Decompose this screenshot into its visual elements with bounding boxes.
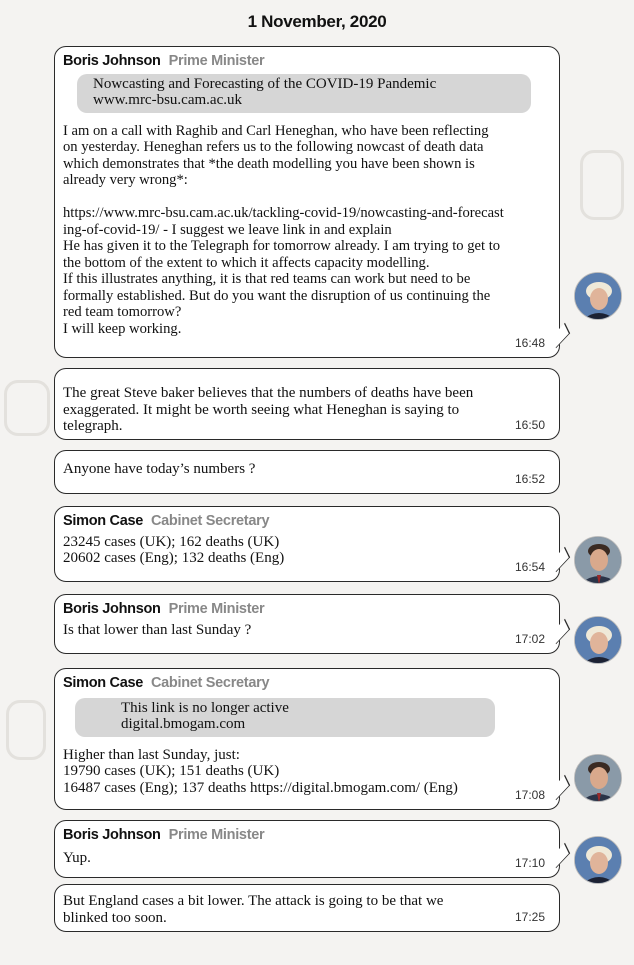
- sender-name: Boris Johnson: [63, 827, 161, 843]
- message-sender: [63, 675, 551, 692]
- conversation-date: 1 November, 2020: [247, 12, 387, 31]
- link-preview-title: This link is no longer active: [121, 699, 289, 716]
- avatar-boris-johnson[interactable]: [574, 616, 622, 664]
- sender-name: Boris Johnson: [63, 53, 161, 69]
- message-line: Anyone have today’s numbers ?: [63, 461, 256, 477]
- link-preview[interactable]: [77, 74, 531, 113]
- message-time: 17:10: [514, 855, 545, 870]
- message-text: [63, 622, 551, 639]
- avatar-simon-case[interactable]: [574, 754, 622, 802]
- message-sender: [63, 513, 551, 530]
- message-link[interactable]: https://www.mrc-bsu.cam.ac.uk/tackling-covid-19/nowcasting-and-forecast: [63, 205, 504, 221]
- message-time: 17:02: [514, 631, 545, 646]
- message-bubble[interactable]: [54, 820, 560, 878]
- message-line: red team tomorrow?: [63, 304, 182, 320]
- message-bubble[interactable]: [54, 594, 560, 654]
- message-line: 23245 cases (UK); 162 deaths (UK): [63, 533, 280, 550]
- link-preview-title: Nowcasting and Forecasting of the COVID-19 Pandemic: [93, 75, 437, 92]
- sender-role: Prime Minister: [168, 827, 265, 843]
- message-line: Yup.: [63, 849, 91, 866]
- sender-role: Cabinet Secretary: [151, 513, 270, 529]
- message-time: 17:25: [514, 909, 545, 924]
- message-time: 17:08: [514, 787, 545, 802]
- avatar-boris-johnson[interactable]: [574, 272, 622, 320]
- message-line: The great Steve baker believes that the numbers of deaths have been: [63, 385, 474, 401]
- sender-role: Prime Minister: [168, 53, 265, 69]
- message-line: the bottom of the extent to which it affects capacity modelling.: [63, 254, 430, 271]
- message-text: [63, 848, 551, 867]
- message-line: 16487 cases (Eng); 137 deaths https://digital.bmogam.com/ (Eng): [63, 779, 458, 796]
- message-line: on yesterday. Heneghan refers us to the following nowcast of death data: [63, 139, 484, 155]
- avatar-simon-case[interactable]: [574, 536, 622, 584]
- message-sender: [63, 601, 551, 618]
- message-line: Higher than last Sunday, just:: [63, 746, 240, 763]
- background-doodle: [6, 700, 46, 760]
- message-line: He has given it to the Telegraph for tomorrow already. I am trying to get to: [63, 238, 501, 254]
- sender-name: Simon Case: [63, 513, 143, 529]
- message-text: [63, 747, 551, 797]
- avatar-boris-johnson[interactable]: [574, 836, 622, 884]
- message-line: exaggerated. It might be worth seeing what Heneghan is saying to: [63, 401, 460, 418]
- message-line: I am on a call with Raghib and Carl Heneghan, who have been reflecting: [63, 122, 489, 139]
- link-preview-url[interactable]: digital.bmogam.com: [121, 716, 246, 732]
- message-bubble[interactable]: [54, 506, 560, 582]
- message-line: formally established. But do you want the disruption of us continuing the: [63, 287, 491, 304]
- sender-name: Simon Case: [63, 675, 143, 691]
- link-preview[interactable]: [75, 698, 495, 737]
- message-bubble[interactable]: [54, 450, 560, 494]
- message-bubble[interactable]: [54, 668, 560, 810]
- message-line: If this illustrates anything, it is that red teams can work but need to be: [63, 271, 471, 287]
- message-text: [63, 375, 551, 435]
- message-line: 19790 cases (UK); 151 deaths (UK): [63, 763, 280, 779]
- message-sender: [63, 827, 551, 844]
- message-text: [63, 534, 551, 567]
- sender-name: Boris Johnson: [63, 601, 161, 617]
- message-line: blinked too soon.: [63, 909, 167, 926]
- message-line: I will keep working.: [63, 320, 182, 337]
- message-text: [63, 891, 551, 926]
- message-text: [63, 123, 551, 338]
- message-sender: [63, 53, 551, 70]
- message-bubble[interactable]: [54, 368, 560, 440]
- message-line: ing-of-covid-19/ - I suggest we leave link in and explain: [63, 221, 392, 238]
- message-line: telegraph.: [63, 418, 123, 434]
- message-line: But England cases a bit lower. The attack is going to be that we: [63, 893, 444, 909]
- message-line: [63, 189, 551, 206]
- message-line: 20602 cases (Eng); 132 deaths (Eng): [63, 550, 285, 566]
- message-line: already very wrong*:: [63, 172, 188, 188]
- message-bubble[interactable]: [54, 884, 560, 932]
- background-doodle: [580, 150, 624, 220]
- sender-role: Prime Minister: [168, 601, 265, 617]
- link-preview-url[interactable]: www.mrc-bsu.cam.ac.uk: [93, 92, 242, 108]
- message-line: which demonstrates that *the death modelling you have been shown is: [63, 155, 475, 172]
- background-doodle: [4, 380, 50, 436]
- message-time: 16:50: [514, 417, 545, 432]
- message-time: 16:54: [514, 559, 545, 574]
- message-text: [63, 457, 551, 478]
- message-time: 16:48: [514, 335, 545, 350]
- sender-role: Cabinet Secretary: [151, 675, 270, 691]
- message-bubble[interactable]: [54, 46, 560, 358]
- message-time: 16:52: [514, 471, 545, 486]
- message-line: Is that lower than last Sunday ?: [63, 621, 252, 638]
